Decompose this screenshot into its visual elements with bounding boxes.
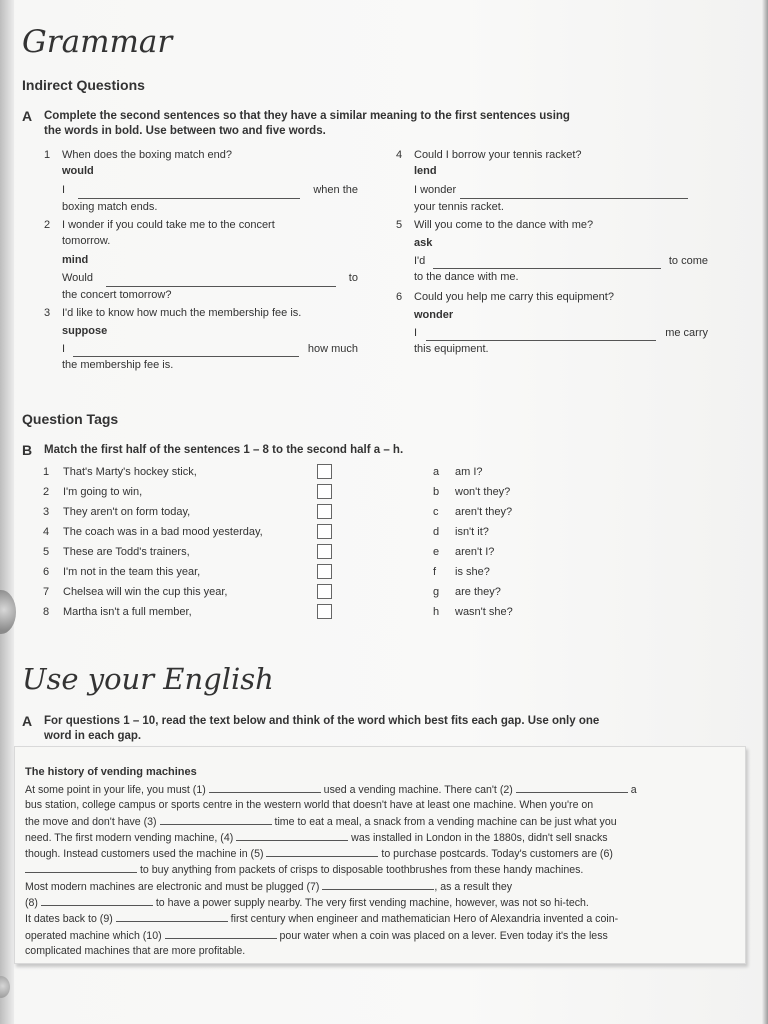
exercise-letter: A	[22, 713, 33, 729]
section-title-grammar: Grammar	[22, 24, 173, 60]
text-line: operated machine which (10) pour water when a coin was placed on a lever. Even today it's the less	[25, 929, 608, 942]
question-text: When does the boxing match end?	[62, 149, 233, 161]
row-number: 2	[43, 486, 50, 498]
exercise-letter: A	[22, 108, 33, 124]
text-line: need. The first modern vending machine, (4) was installed in London in the 1880s, didn't sell snacks	[25, 831, 608, 844]
row-number: 7	[43, 586, 50, 598]
answer-continuation: the concert tomorrow?	[62, 288, 172, 301]
answer-start: I'd	[414, 255, 426, 268]
answer-box[interactable]	[317, 504, 332, 519]
text-line: (8) to have a power supply nearby. The very first vending machine, however, was not so hi-tech.	[25, 897, 589, 910]
question-6	[396, 289, 708, 358]
instruction-line: Complete the second sentences so that they have a similar meaning to the first sentences using	[44, 110, 570, 122]
page-spine	[0, 0, 14, 1024]
ending-letter: e	[433, 546, 440, 558]
page-edge	[762, 0, 768, 1024]
questions-right-column	[396, 147, 708, 357]
exercise-a-instruction	[22, 108, 664, 139]
answer-end: to	[348, 272, 358, 285]
key-word: ask	[414, 237, 433, 250]
sentence-start: These are Todd's trainers,	[63, 546, 190, 558]
answer-continuation: the membership fee is.	[62, 359, 174, 372]
row-number: 6	[43, 566, 50, 578]
instruction-line: Match the first half of the sentences 1 – 8 to the second half a – h.	[44, 444, 404, 456]
answer-blank[interactable]	[460, 188, 688, 199]
instruction-line: word in each gap.	[44, 730, 142, 742]
answer-start: Would	[62, 272, 93, 285]
matching-row	[43, 506, 523, 526]
sentence-start: That's Marty's hockey stick,	[63, 466, 197, 478]
row-number: 4	[43, 526, 50, 538]
gap-7[interactable]	[322, 879, 434, 890]
heading-question-tags: Question Tags	[22, 411, 119, 427]
question-number: 5	[396, 218, 403, 231]
answer-start: I	[62, 184, 66, 197]
matching-row	[43, 606, 523, 626]
sentence-ending: am I?	[455, 466, 483, 478]
question-text: Will you come to the dance with me?	[414, 218, 594, 231]
sentence-ending: aren't they?	[455, 506, 513, 518]
answer-blank[interactable]	[73, 346, 299, 357]
answer-blank[interactable]	[433, 258, 661, 269]
exercise-b-instruction	[22, 442, 644, 458]
text-line: though. Instead customers used the machine in (5) to purchase postcards. Today's customers are (6)	[25, 848, 613, 861]
answer-start: I	[62, 343, 66, 356]
gap-2[interactable]	[516, 782, 628, 793]
heading-indirect-questions: Indirect Questions	[22, 77, 145, 93]
ending-letter: a	[433, 466, 440, 478]
sentence-start: They aren't on form today,	[63, 506, 191, 518]
question-number: 3	[44, 306, 51, 319]
text-line: At some point in your life, you must (1) used a vending machine. There can't (2) a	[25, 784, 637, 796]
ending-letter: b	[433, 486, 440, 498]
use-english-instruction	[22, 713, 724, 744]
sentence-ending: are they?	[455, 586, 501, 598]
answer-box[interactable]	[317, 464, 332, 479]
answer-continuation: to the dance with me.	[414, 271, 519, 284]
question-2	[44, 217, 358, 303]
matching-row	[43, 586, 523, 606]
gap-9[interactable]	[116, 911, 228, 922]
text-title: The history of vending machines	[25, 766, 197, 778]
text-line: bus station, college campus or sports centre in the western world that doesn't have at least one machine. When you're on	[25, 799, 594, 812]
answer-start: I wonder	[414, 184, 457, 197]
sentence-start: The coach was in a bad mood yesterday,	[63, 526, 263, 538]
question-4	[396, 147, 708, 215]
instruction-line: the words in bold. Use between two and five words.	[44, 125, 326, 137]
question-text: tomorrow.	[62, 235, 111, 248]
question-5	[396, 217, 708, 286]
gap-10[interactable]	[165, 928, 277, 939]
gap-8[interactable]	[41, 895, 153, 906]
key-word: suppose	[62, 325, 108, 338]
question-number: 1	[44, 149, 51, 161]
key-word: lend	[414, 165, 437, 178]
answer-box[interactable]	[317, 604, 332, 619]
sentence-start: Chelsea will win the cup this year,	[63, 586, 228, 598]
answer-continuation: your tennis racket.	[414, 200, 504, 213]
exercise-letter: B	[22, 442, 33, 458]
gap-6[interactable]	[25, 862, 137, 873]
matching-row	[43, 526, 523, 546]
row-number: 8	[43, 606, 50, 618]
sentence-start: I'm not in the team this year,	[63, 566, 201, 578]
matching-row	[43, 486, 523, 506]
text-body	[25, 782, 721, 959]
section-title-use-your-english: Use your English	[22, 662, 274, 696]
question-number: 4	[396, 149, 403, 161]
questions-left-column	[44, 147, 358, 374]
instruction-line: For questions 1 – 10, read the text below and think of the word which best fits each gap. Use only one	[44, 715, 600, 727]
answer-continuation: boxing match ends.	[62, 200, 158, 213]
gap-1[interactable]	[209, 782, 321, 793]
answer-end: to come	[668, 255, 708, 268]
key-word: wonder	[414, 308, 454, 321]
question-3	[44, 305, 358, 374]
question-text: Could I borrow your tennis racket?	[414, 149, 582, 161]
question-1	[44, 147, 358, 215]
text-line: the move and don't have (3) time to eat a meal, a snack from a vending machine can be just what you	[25, 815, 617, 828]
row-number: 1	[43, 466, 50, 478]
ending-letter: f	[433, 566, 437, 578]
sentence-ending: won't they?	[455, 486, 511, 498]
sentence-start: Martha isn't a full member,	[63, 606, 192, 618]
answer-blank[interactable]	[78, 188, 300, 199]
sentence-ending: is she?	[455, 566, 490, 578]
answer-end: how much	[307, 343, 358, 356]
text-line: to buy anything from packets of crisps to disposable toothbrushes from these handy machines.	[25, 862, 721, 878]
answer-blank[interactable]	[426, 330, 656, 341]
reading-text-box	[14, 746, 746, 964]
answer-blank[interactable]	[106, 276, 336, 287]
ending-letter: d	[433, 526, 440, 538]
question-number: 2	[44, 218, 51, 231]
question-text: Could you help me carry this equipment?	[414, 290, 614, 303]
gap-4[interactable]	[236, 830, 348, 841]
ending-letter: g	[433, 586, 440, 598]
answer-end: when the	[313, 184, 358, 197]
question-text: I wonder if you could take me to the concert	[62, 218, 275, 231]
key-word: would	[62, 165, 94, 178]
text-line: complicated machines that are more profitable.	[25, 944, 246, 957]
sentence-ending: aren't I?	[455, 546, 495, 558]
sentence-ending: isn't it?	[455, 526, 489, 538]
answer-box[interactable]	[317, 584, 332, 599]
answer-box[interactable]	[317, 544, 332, 559]
answer-end: me carry	[665, 327, 708, 340]
row-number: 5	[43, 546, 50, 558]
ending-letter: c	[433, 506, 439, 518]
text-line: Most modern machines are electronic and must be plugged (7) , as a result they	[25, 880, 513, 893]
sentence-ending: wasn't she?	[455, 606, 513, 618]
answer-continuation: this equipment.	[414, 343, 489, 356]
ending-letter: h	[433, 606, 440, 618]
matching-row	[43, 566, 523, 586]
matching-row	[43, 466, 523, 486]
gap-5[interactable]	[266, 846, 378, 857]
answer-start: I	[414, 327, 418, 340]
question-number: 6	[396, 290, 403, 303]
text-line: It dates back to (9) first century when engineer and mathematician Hero of Alexandria invented a coin-	[25, 913, 619, 926]
answer-box[interactable]	[317, 484, 332, 499]
key-word: mind	[62, 254, 89, 267]
answer-box[interactable]	[317, 564, 332, 579]
gap-3[interactable]	[160, 814, 272, 825]
answer-box[interactable]	[317, 524, 332, 539]
question-text: I'd like to know how much the membership fee is.	[62, 306, 302, 319]
row-number: 3	[43, 506, 50, 518]
matching-row	[43, 546, 523, 566]
sentence-start: I'm going to win,	[63, 486, 143, 498]
